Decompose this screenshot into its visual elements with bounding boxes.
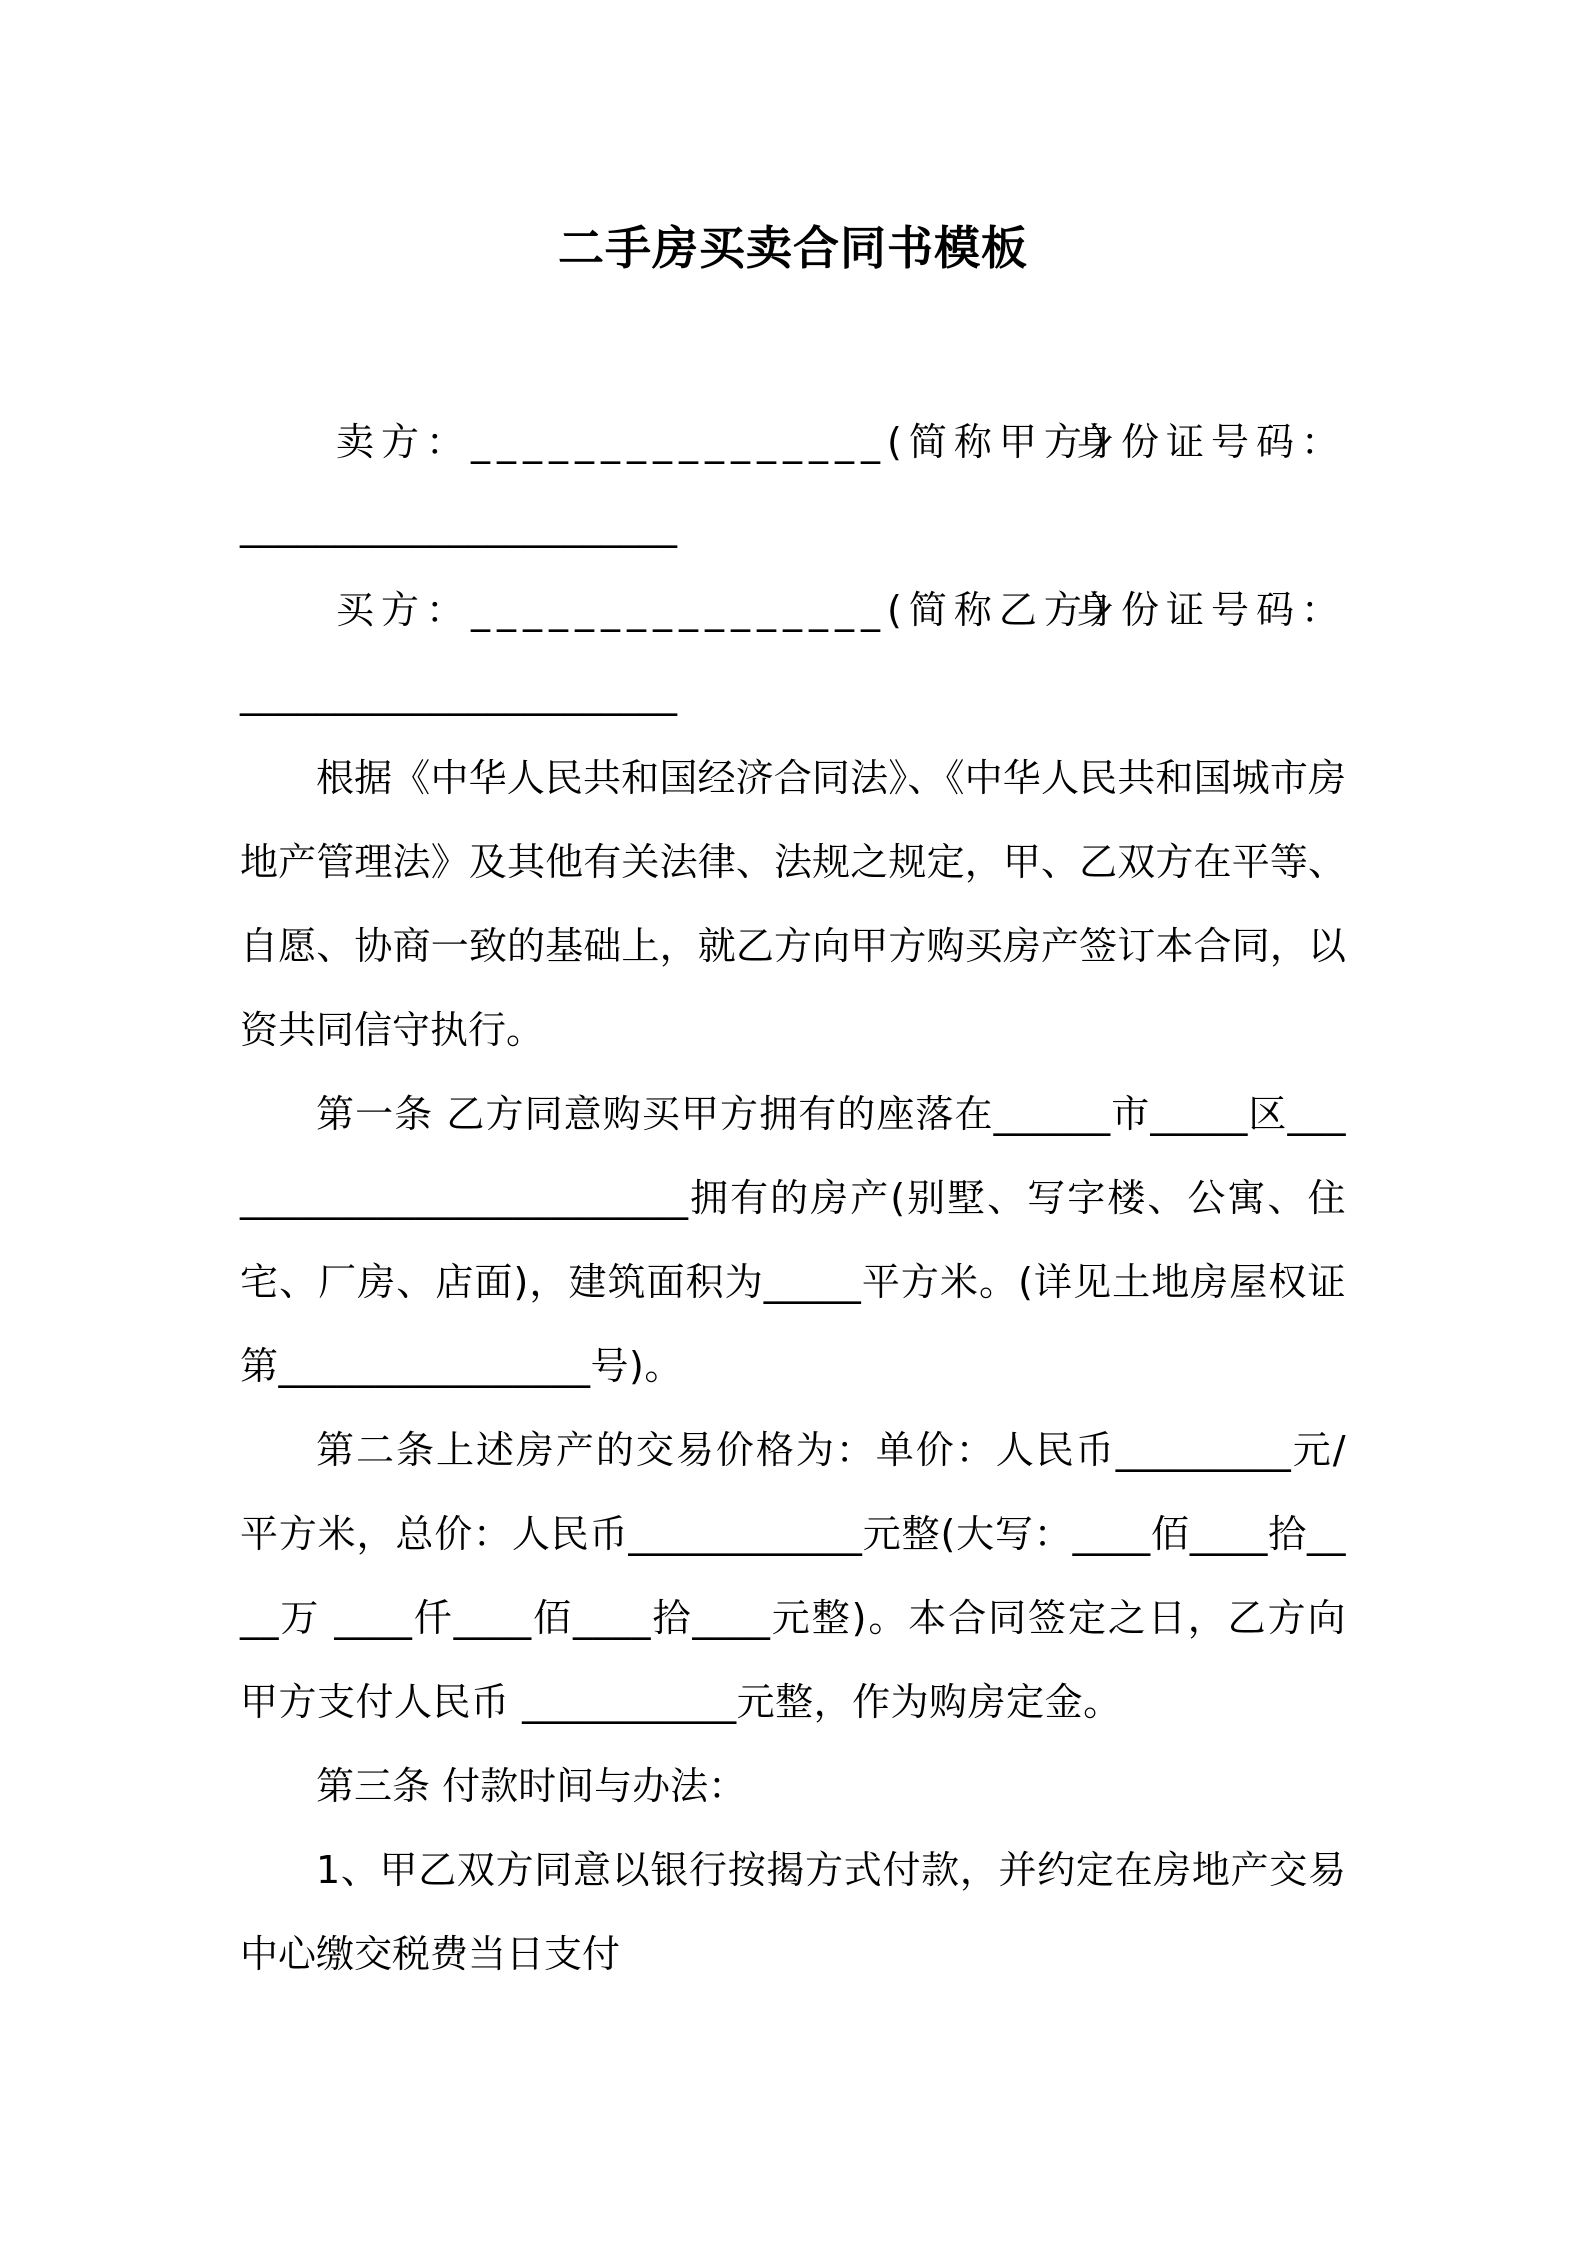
buyer-label: 买方：: [336, 588, 472, 632]
article-3: 第三条 付款时间与办法：: [316, 1764, 747, 1808]
buyer-line: [240, 568, 1346, 652]
seller-name-blank: ________________(简称甲方）: [471, 420, 1134, 464]
seller-label: 卖方：: [336, 420, 472, 464]
buyer-id-blank: _______________________: [240, 672, 677, 716]
document-body: [240, 400, 1346, 1996]
buyer-name-blank: ________________(简称乙方）: [471, 588, 1134, 632]
document-title: 二手房买卖合同书模板: [558, 221, 1028, 275]
seller-id-label: 身份证号码：: [1075, 420, 1346, 464]
article-1: 第一条 乙方同意购买甲方拥有的座落在______市_____区__________________________拥有的房产(别墅、写字楼、公寓、住宅、厂房、店面)，建筑面积为_____平方米。(详见土地房屋权证第________________号)。: [240, 1092, 1346, 1388]
seller-block: [240, 400, 1346, 568]
seller-line: [240, 400, 1346, 484]
article-3-item-1: 1、甲乙双方同意以银行按揭方式付款，并约定在房地产交易中心缴交税费当日支付: [240, 1848, 1346, 1976]
intro-paragraph: 根据《中华人民共和国经济合同法》、《中华人民共和国城市房地产管理法》及其他有关法律、法规之规定，甲、乙双方在平等、自愿、协商一致的基础上，就乙方向甲方购买房产签订本合同，以资共同信守执行。: [240, 756, 1346, 1052]
seller-id-blank: _______________________: [240, 504, 677, 548]
article-2: 第二条上述房产的交易价格为：单价：人民币_________元/平方米，总价：人民币____________元整(大写：____佰____拾____万 ____仟____佰____拾____元整)。本合同签定之日，乙方向甲方支付人民币 ___________元整，作为购房定金。: [240, 1428, 1346, 1724]
buyer-id-label: 身份证号码：: [1075, 588, 1346, 632]
buyer-block: [240, 568, 1346, 736]
